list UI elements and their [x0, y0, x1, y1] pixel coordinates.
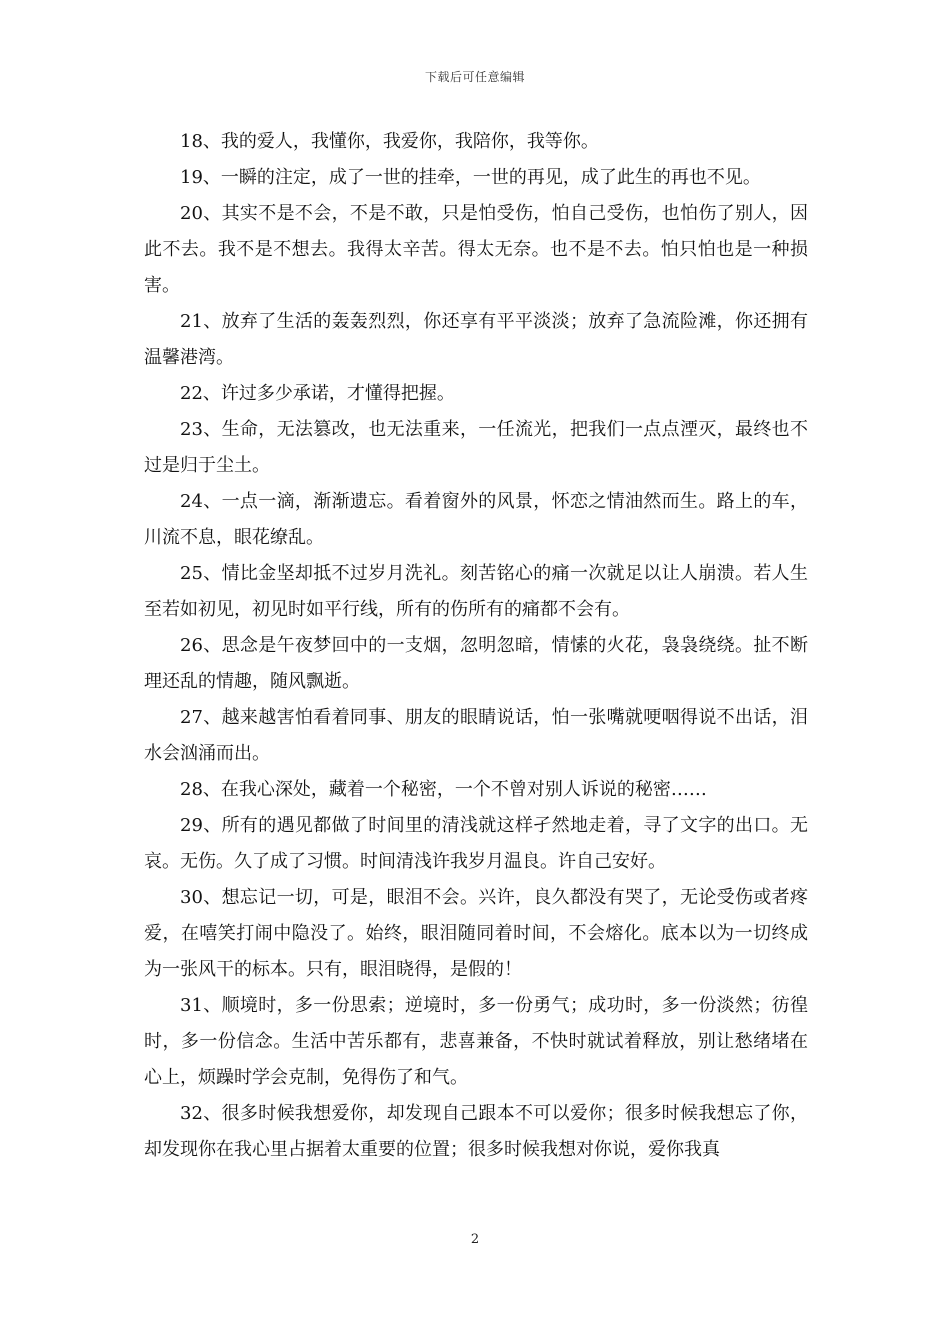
paragraph-30: 30、想忘记一切，可是，眼泪不会。兴许，良久都没有哭了，无论受伤或者疼爱，在嘻笑打闹中隐没了。始终，眼泪随同着时间，不会熔化。底本以为一切终成为一张风干的标本。只有，眼泪晓得，是假的！ — [144, 887, 808, 980]
page-header: 下载后可任意编辑 — [424, 70, 525, 84]
paragraph-18: 18、我的爱人，我懂你，我爱你，我陪你，我等你。 — [180, 131, 599, 152]
paragraph-20: 20、其实不是不会，不是不敢，只是怕受伤，怕自己受伤，也怕伤了别人，因此不去。我不是不想去。我得太辛苦。得太无奈。也不是不去。怕只怕也是一种损害。 — [144, 203, 808, 296]
paragraph-27: 27、越来越害怕看着同事、朋友的眼睛说话，怕一张嘴就哽咽得说不出话，泪水会汹涌而出。 — [144, 707, 808, 764]
paragraph-24: 24、一点一滴，渐渐遗忘。看着窗外的风景，怀恋之情油然而生。路上的车，川流不息，眼花缭乱。 — [144, 491, 808, 548]
paragraph-19: 19、一瞬的注定，成了一世的挂牵，一世的再见，成了此生的再也不见。 — [180, 167, 761, 188]
page-number: 2 — [470, 1232, 480, 1247]
paragraph-26: 26、思念是午夜梦回中的一支烟，忽明忽暗，情愫的火花，袅袅绕绕。扯不断理还乱的情趣，随风飘逝。 — [144, 635, 808, 692]
paragraph-28: 28、在我心深处，藏着一个秘密，一个不曾对别人诉说的秘密…… — [180, 779, 707, 800]
paragraph-21: 21、放弃了生活的轰轰烈烈，你还享有平平淡淡；放弃了急流险滩，你还拥有温馨港湾。 — [144, 311, 808, 368]
document-body — [144, 124, 808, 1168]
paragraph-31: 31、顺境时，多一份思索；逆境时，多一份勇气；成功时，多一份淡然；彷徨时，多一份信念。生活中苦乐都有，悲喜兼备，不快时就试着释放，别让愁绪堵在心上，烦躁时学会克制，免得伤了和气。 — [144, 995, 808, 1088]
paragraph-25: 25、情比金坚却抵不过岁月洗礼。刻苦铭心的痛一次就足以让人崩溃。若人生至若如初见，初见时如平行线，所有的伤所有的痛都不会有。 — [144, 563, 808, 620]
paragraph-23: 23、生命，无法篡改，也无法重来，一任流光，把我们一点点湮灭，最终也不过是归于尘土。 — [144, 419, 808, 476]
paragraph-22: 22、许过多少承诺，才懂得把握。 — [180, 383, 455, 404]
paragraph-32: 32、很多时候我想爱你，却发现自己跟本不可以爱你；很多时候我想忘了你，却发现你在我心里占据着太重要的位置；很多时候我想对你说，爱你我真 — [144, 1103, 808, 1160]
paragraph-29: 29、所有的遇见都做了时间里的清浅就这样孑然地走着，寻了文字的出口。无哀。无伤。久了成了习惯。时间清浅许我岁月温良。许自己安好。 — [144, 815, 808, 872]
